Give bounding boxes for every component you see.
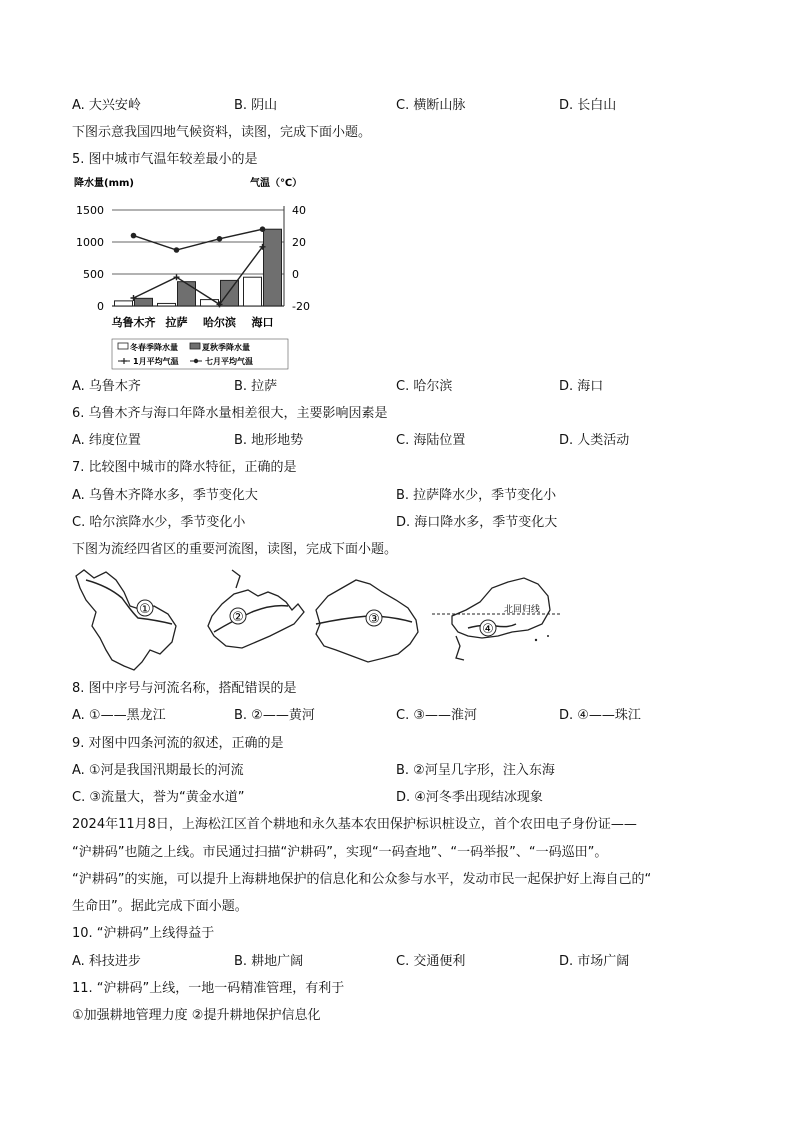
q10-stem: 10. “沪耕码”上线得益于 [72,926,215,941]
q9-option-c: C. ③流量大，誉为“黄金水道” [72,790,245,805]
river-marker-2: ② [232,610,244,625]
chart-category-label: 海口 [251,316,274,329]
q7-stem: 7. 比较图中城市的降水特征，正确的是 [72,460,297,475]
q5-stem: 5. 图中城市气温年较差最小的是 [72,152,258,167]
chart-tick-right: 20 [292,236,306,249]
q9-stem: 9. 对图中四条河流的叙述，正确的是 [72,736,284,751]
q10-option-c: C. 交通便利 [396,954,466,969]
chart-bar-winter [158,303,176,306]
passage-line-3: “沪耕码”的实施，可以提升上海耕地保护的信息化和公众参与水平，发动市民一起保护好上海自己的“ [72,872,652,887]
legend-label-summer: 夏秋季降水量 [202,343,250,352]
q5-option-d: D. 海口 [559,379,604,394]
q7-option-c: C. 哈尔滨降水少，季节变化小 [72,515,246,530]
legend-marker-jan [121,358,127,364]
chart-bar-winter [244,277,262,306]
chart-tick-right: -20 [292,300,310,313]
chart-category-label: 哈尔滨 [203,316,236,329]
q8-option-b: B. ②——黄河 [234,708,315,723]
q10-option-a: A. 科技进步 [72,954,141,969]
q4-option-a: A. 大兴安岭 [72,98,141,113]
q10-option-d: D. 市场广阔 [559,954,630,969]
chart-bar-winter [115,301,133,306]
q8-option-a: A. ①——黑龙江 [72,708,166,723]
chart-point-jul [260,226,266,232]
q8-option-c: C. ③——淮河 [396,708,477,723]
map-anhui [316,580,418,662]
q7-option-d: D. 海口降水多，季节变化大 [396,515,558,530]
chart-point-jul [217,236,223,242]
passage-line-4: 生命田”。据此完成下面小题。 [72,899,248,914]
chart-tick-left: 0 [97,300,104,313]
q6-option-a: A. 纬度位置 [72,433,141,448]
chart-ylabel-right: 气温（℃） [250,178,303,189]
chart-bar-summer [221,280,239,306]
q8-stem: 8. 图中序号与河流名称，搭配错误的是 [72,681,297,696]
q7-option-b: B. 拉萨降水少，季节变化小 [396,488,557,503]
chart-point-jul [131,233,137,239]
chart-bar-summer [135,298,153,306]
q8-option-d: D. ④——珠江 [559,708,641,723]
climate-intro: 下图示意我国四地气候资料，读图，完成下面小题。 [72,125,372,140]
q11-choices: ①加强耕地管理力度 ②提升耕地保护信息化 [72,1008,321,1023]
chart-bar-summer [264,229,282,306]
passage-line-1: 2024年11月8日，上海松江区首个耕地和永久基本农田保护标识桩设立，首个农田电子身份证—— [72,817,637,832]
chart-point-jul [174,247,180,253]
q6-option-d: D. 人类活动 [559,433,630,448]
climate-chart-svg [72,172,322,372]
q6-option-c: C. 海陆位置 [396,433,466,448]
chart-category-label: 乌鲁木齐 [111,316,156,329]
legend-label-jan: 1月平均气温 [133,357,179,366]
map-shandong [208,570,304,648]
q9-option-b: B. ②河呈几字形，注入东海 [396,763,555,778]
chart-category-label: 拉萨 [165,316,188,329]
legend-label-jul: 七月平均气温 [205,357,253,366]
chart-ylabel-left: 降水量(mm) [74,178,134,189]
q5-option-c: C. 哈尔滨 [396,379,453,394]
chart-bar-summer [178,282,196,306]
q4-option-d: D. 长白山 [559,98,617,113]
legend-label-winter: 冬春季降水量 [130,343,178,352]
q6-option-b: B. 地形地势 [234,433,304,448]
river-marker-1: ① [139,602,151,617]
chart-tick-left: 1500 [76,204,104,217]
q10-option-b: B. 耕地广阔 [234,954,304,969]
passage-line-2: “沪耕码”也随之上线。市民通过扫描“沪耕码”，实现“一码查地”、“一码举报”、“一码巡田”。 [72,845,608,860]
chart-tick-left: 500 [83,268,104,281]
river-map-figure [72,566,564,676]
q4-option-c: C. 横断山脉 [396,98,466,113]
chart-line-jul [134,229,263,250]
river-marker-3: ③ [368,612,380,627]
q11-stem: 11. “沪耕码”上线，一地一码精准管理，有利于 [72,981,345,996]
legend-swatch-summer [190,343,200,349]
map-guangdong [432,578,562,660]
q9-option-a: A. ①河是我国汛期最长的河流 [72,763,244,778]
climate-chart [72,172,322,376]
river-map-svg [72,566,564,672]
q6-stem: 6. 乌鲁木齐与海口年降水量相差很大，主要影响因素是 [72,406,388,421]
chart-tick-right: 0 [292,268,299,281]
river-marker-4: ④ [482,622,494,637]
rivers-intro: 下图为流经四省区的重要河流图，读图，完成下面小题。 [72,542,398,557]
chart-tick-left: 1000 [76,236,104,249]
q9-option-d: D. ④河冬季出现结冰现象 [396,790,543,805]
q7-option-a: A. 乌鲁木齐降水多，季节变化大 [72,488,258,503]
q5-option-a: A. 乌鲁木齐 [72,379,141,394]
legend-marker-jul [194,359,198,363]
chart-tick-right: 40 [292,204,306,217]
q4-option-b: B. 阴山 [234,98,278,113]
tropic-of-cancer-label: 北回归线 [504,605,541,615]
q5-option-b: B. 拉萨 [234,379,278,394]
legend-swatch-winter [118,343,128,349]
map-heilongjiang [76,570,176,670]
